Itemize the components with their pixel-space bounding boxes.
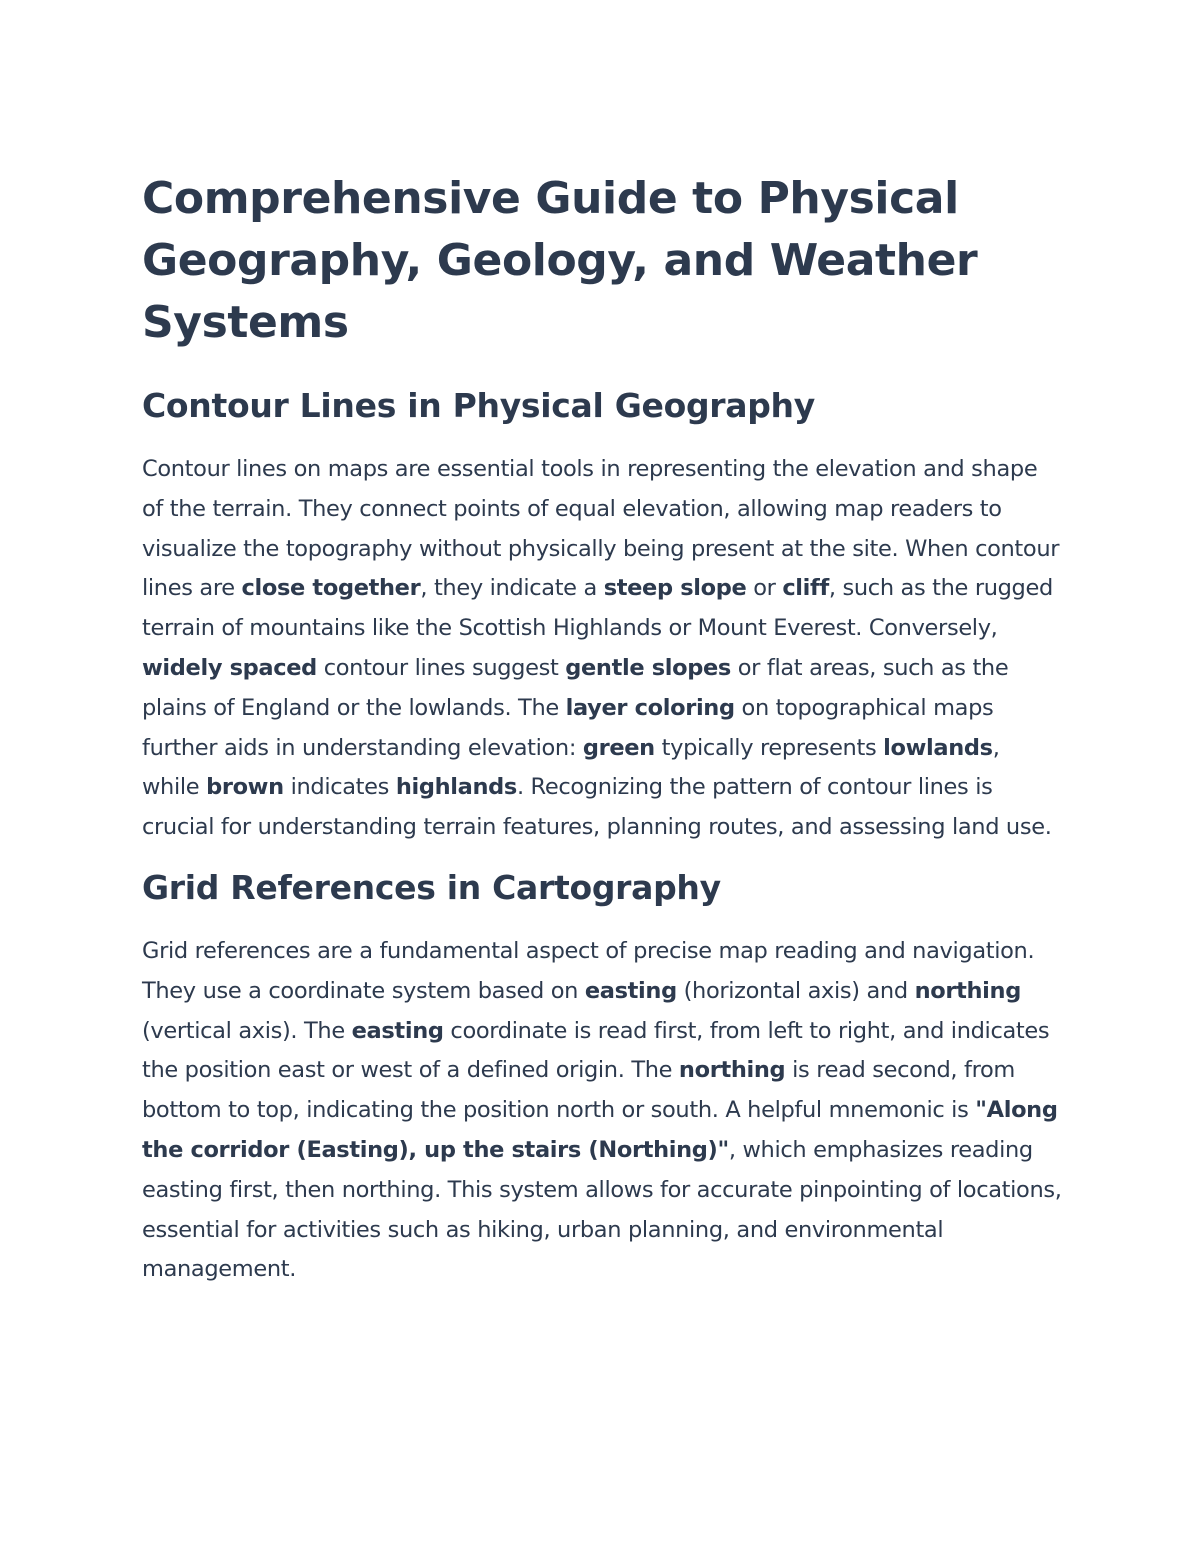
bold-term: cliff — [782, 575, 829, 602]
paragraph-text: is read second, from bottom to top, indicating the position north or south. A helpful mnemonic is — [142, 1057, 1015, 1124]
bold-term: easting — [351, 1017, 444, 1044]
section-paragraph — [142, 450, 1062, 848]
document-page — [142, 168, 1062, 1308]
bold-term: close together — [241, 575, 421, 602]
paragraph-text: , such as the rugged terrain of mountains like the Scottish Highlands or Mount Everest. Conversely, — [142, 575, 1053, 642]
bold-term: easting — [584, 977, 677, 1004]
bold-term: brown — [206, 774, 284, 801]
bold-term: layer coloring — [565, 694, 735, 721]
document-title: Comprehensive Guide to Physical Geography, Geology, and Weather Systems — [142, 173, 978, 348]
paragraph-text: , they indicate a — [420, 575, 604, 602]
bold-term: gentle slopes — [565, 654, 731, 681]
document-section — [142, 866, 1062, 1290]
section-heading: Contour Lines in Physical Geography — [142, 386, 815, 425]
paragraph-text: . Recognizing the pattern of contour lines is crucial for understanding terrain features, planning routes, and assessing land use. — [142, 774, 1052, 841]
paragraph-text: or flat areas, such as the plains of England or the lowlands. The — [142, 654, 1009, 721]
paragraph-text: on topographical maps further aids in understanding elevation: — [142, 694, 994, 761]
paragraph-text: typically represents — [654, 734, 884, 761]
section-paragraph — [142, 932, 1062, 1290]
bold-term: widely spaced — [142, 654, 317, 681]
paragraph-text: indicates — [283, 774, 396, 801]
bold-term: lowlands — [883, 734, 993, 761]
paragraph-text: Contour lines on maps are essential tools in representing the elevation and shape of the terrain. They connect points of equal elevation, allowing map readers to visualize the topography without physically being present at the site. When contour lines are — [142, 456, 1060, 602]
paragraph-text: coordinate is read first, from left to right, and indicates the position east or west of a defined origin. The — [142, 1017, 1050, 1084]
paragraph-text: (vertical axis). The — [142, 1017, 352, 1044]
bold-term: highlands — [395, 774, 517, 801]
bold-term: green — [582, 734, 655, 761]
bold-term: "Along the corridor (Easting), up the stairs (Northing)" — [142, 1097, 1058, 1163]
paragraph-text: Grid references are a fundamental aspect of precise map reading and navigation. They use a coordinate system based on — [142, 937, 1035, 1004]
bold-term: northing — [914, 977, 1021, 1004]
document-sections — [142, 384, 1062, 1290]
document-section — [142, 384, 1062, 848]
paragraph-text: , which emphasizes reading easting first, then northing. This system allows for accurate pinpointing of locations, essential for activities such as hiking, urban planning, and environmental management. — [142, 1136, 1062, 1283]
bold-term: steep slope — [603, 575, 747, 602]
paragraph-text: contour lines suggest — [316, 654, 566, 681]
section-heading: Grid References in Cartography — [142, 867, 721, 907]
paragraph-text: , while — [142, 734, 1000, 801]
paragraph-text: or — [746, 575, 783, 602]
bold-term: northing — [678, 1057, 786, 1084]
paragraph-text: (horizontal axis) and — [676, 977, 915, 1004]
